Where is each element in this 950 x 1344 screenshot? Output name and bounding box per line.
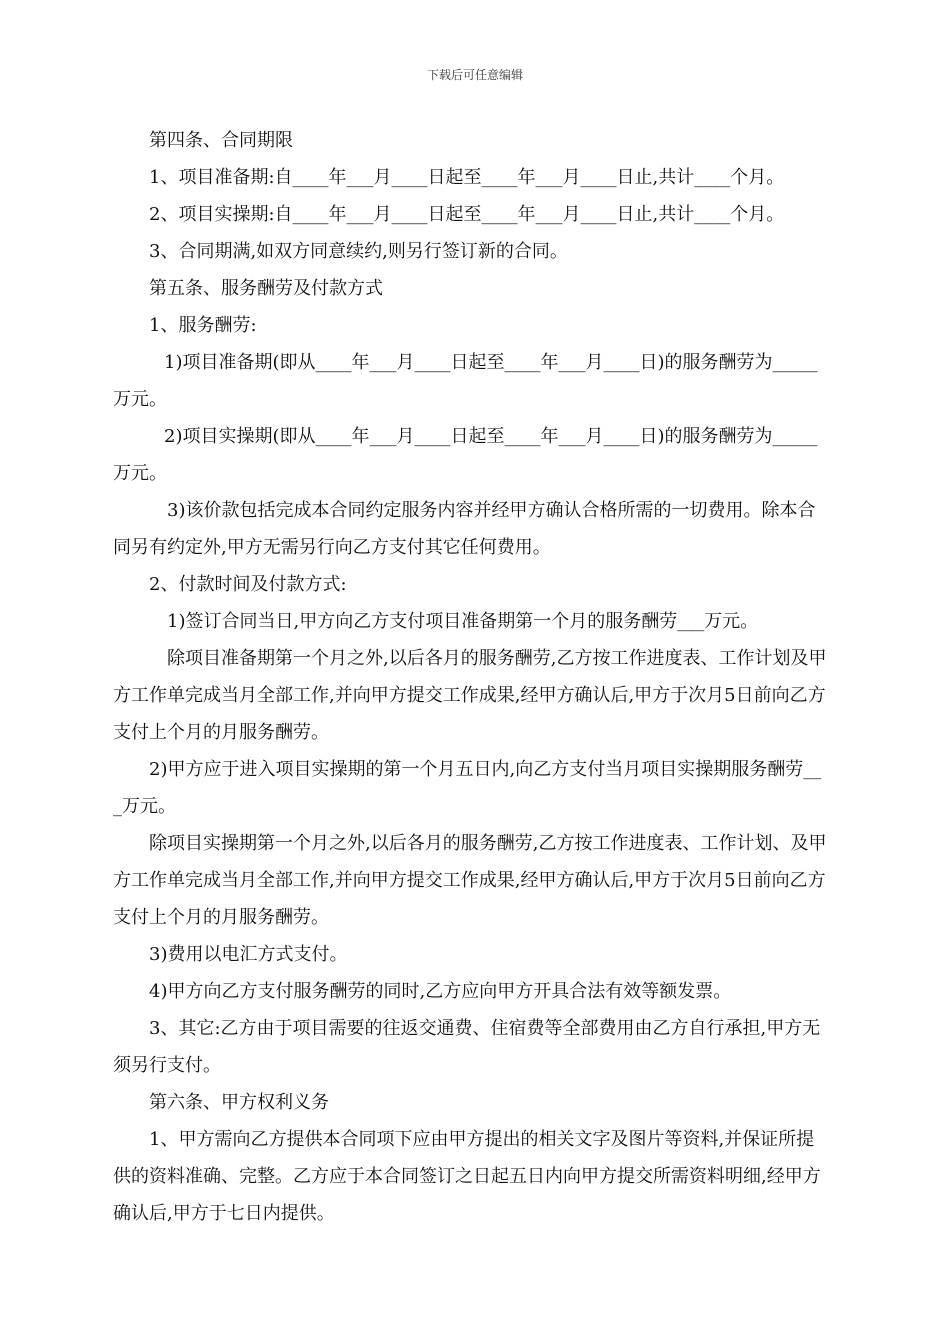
- renewal-clause: 3、合同期满,如双方同意续约,则另行签订新的合同。: [149, 241, 568, 262]
- prep-period-clause: 1、项目准备期:自____年___月____日起至____年___月____日止,共计____个月。: [149, 167, 785, 188]
- wire-transfer-clause: 3)费用以电汇方式支付。: [149, 944, 348, 965]
- operation-fee-clause: 2)项目实操期(即从____年___月____日起至____年___月____日)的服务酬劳为_____万元。: [113, 426, 818, 484]
- article-5-heading: 第五条、服务酬劳及付款方式: [149, 278, 383, 299]
- party-a-materials-clause: 1、甲方需向乙方提供本合同项下应由甲方提出的相关文字及图片等资料,并保证所提供的资料准确、完整。乙方应于本合同签订之日起五日内向甲方提交所需资料明细,经甲方确认后,甲方于七日内提供。: [113, 1129, 821, 1224]
- contract-body: [113, 122, 829, 1232]
- monthly-payment-operation-clause: 除项目实操期第一个月之外,以后各月的服务酬劳,乙方按工作进度表、工作计划、及甲方工作单完成当月全部工作,并向甲方提交工作成果,经甲方确认后,甲方于次月5日前向乙方支付上个月的月服务酬劳。: [113, 833, 827, 928]
- invoice-clause: 4)甲方向乙方支付服务酬劳的同时,乙方应向甲方开具合法有效等额发票。: [149, 981, 732, 1002]
- fee-scope-clause: 3)该价款包括完成本合同约定服务内容并经甲方确认合格所需的一切费用。除本合同另有约定外,甲方无需另行向乙方支付其它任何费用。: [113, 500, 816, 558]
- service-fee-heading: 1、服务酬劳:: [149, 315, 257, 336]
- operation-period-clause: 2、项目实操期:自____年___月____日起至____年___月____日止,共计____个月。: [149, 204, 785, 225]
- payment-heading: 2、付款时间及付款方式:: [149, 574, 347, 595]
- prep-fee-clause: 1)项目准备期(即从____年___月____日起至____年___月____日)的服务酬劳为_____万元。: [113, 352, 818, 410]
- operation-first-payment-clause: 2)甲方应于进入项目实操期的第一个月五日内,向乙方支付当月项目实操期服务酬劳___万元。: [113, 759, 822, 817]
- monthly-payment-prep-clause: 除项目准备期第一个月之外,以后各月的服务酬劳,乙方按工作进度表、工作计划及甲方工作单完成当月全部工作,并向甲方提交工作成果,经甲方确认后,甲方于次月5日前向乙方支付上个月的月服务酬劳。: [113, 648, 827, 743]
- article-4-heading: 第四条、合同期限: [149, 130, 293, 151]
- page-header: 下载后可任意编辑: [426, 68, 523, 82]
- other-expenses-clause: 3、其它:乙方由于项目需要的往返交通费、住宿费等全部费用由乙方自行承担,甲方无须另行支付。: [113, 1018, 821, 1076]
- first-payment-clause: 1)签订合同当日,甲方向乙方支付项目准备期第一个月的服务酬劳___万元。: [167, 611, 759, 632]
- article-6-heading: 第六条、甲方权利义务: [149, 1092, 329, 1113]
